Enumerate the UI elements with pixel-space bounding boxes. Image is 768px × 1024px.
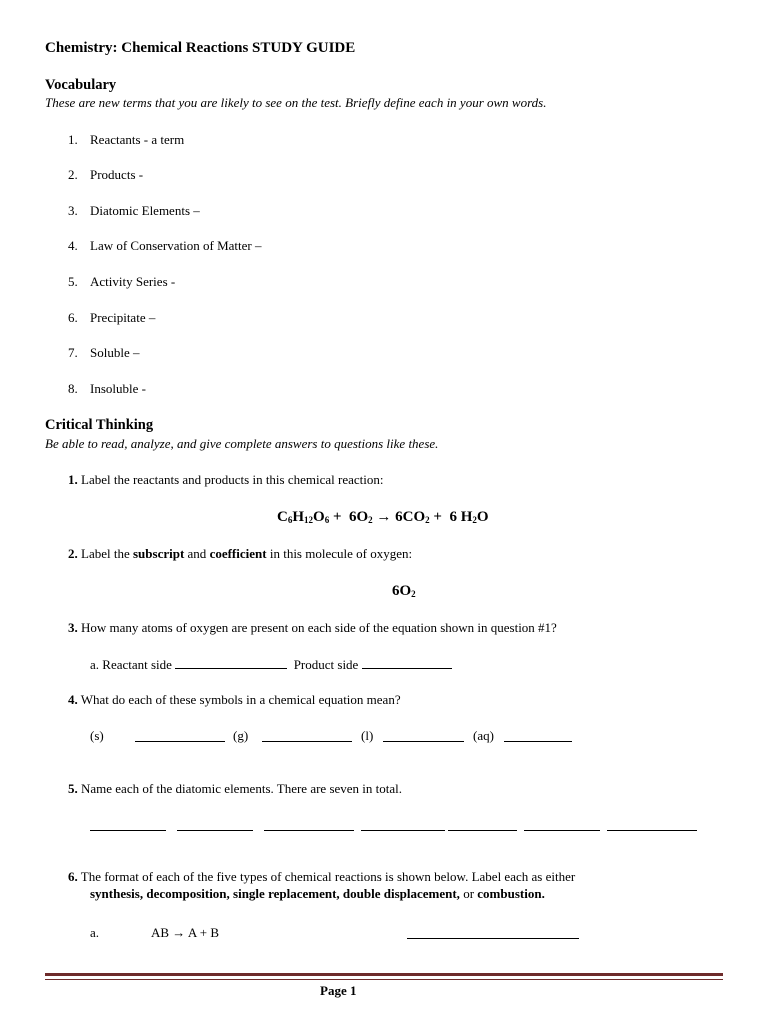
question-2: 2. Label the subscript and coefficient in this molecule of oxygen: (68, 546, 413, 561)
diatomic-blank-2[interactable] (177, 818, 253, 831)
symbol-aqueous-blank[interactable] (504, 729, 572, 742)
oxygen-molecule: $6O_2$ (392, 583, 416, 599)
question-6a-blank[interactable] (407, 926, 579, 939)
question-3: 3. How many atoms of oxygen are present on each side of the equation shown in question #1? (68, 620, 557, 635)
symbol-liquid: (l) (361, 728, 374, 743)
question-6a-label: a. (90, 925, 100, 940)
symbol-solid: (s) (90, 728, 104, 743)
symbol-gas-blank[interactable] (262, 729, 352, 742)
critical-thinking-intro: Be able to read, analyze, and give complete answers to questions like these. (45, 436, 439, 451)
list-item: 4. Law of Conservation of Matter – (68, 238, 262, 253)
list-item: 2. Products - (68, 167, 144, 182)
reactant-side-blank[interactable] (175, 656, 287, 669)
question-3a: a. Reactant side Product side (90, 656, 452, 673)
critical-thinking-heading: Critical Thinking (45, 417, 154, 433)
vocabulary-intro: These are new terms that you are likely to see on the test. Briefly define each in your own words. (45, 95, 547, 110)
list-item: 3. Diatomic Elements – (68, 203, 200, 218)
question-5: 5. Name each of the diatomic elements. There are seven in total. (68, 781, 403, 796)
list-item: 7. Soluble – (68, 345, 140, 360)
footer-rule-thin (45, 979, 723, 980)
diatomic-blank-1[interactable] (90, 818, 166, 831)
vocabulary-heading: Vocabulary (45, 77, 117, 93)
product-side-blank[interactable] (362, 656, 452, 669)
question-1: 1. Label the reactants and products in this chemical reaction: (68, 472, 384, 487)
question-4: 4. What do each of these symbols in a chemical equation mean? (68, 692, 401, 707)
reaction-types: synthesis, decomposition, single replacement, double displacement, or combustion. (90, 886, 545, 901)
diatomic-blank-5[interactable] (448, 818, 517, 831)
list-item: 1. Reactants - a term (68, 132, 185, 147)
question-6: 6. The format of each of the five types of chemical reactions is shown below. Label each as either (68, 869, 576, 884)
diatomic-blank-6[interactable] (524, 818, 600, 831)
chemical-equation: $C_6H_{12}O_6 + 6O_2 \to 6CO_2 + 6$ $H_2O$ (277, 509, 489, 525)
page-number: Page 1 (320, 983, 357, 998)
footer-rule (45, 973, 723, 976)
symbol-solid-blank[interactable] (135, 729, 225, 742)
list-item: 8. Insoluble - (68, 381, 146, 396)
list-item: 5. Activity Series - (68, 274, 176, 289)
question-6a-formula: AB → A + B (151, 925, 220, 940)
page-title: Chemistry: Chemical Reactions STUDY GUIDE (45, 40, 356, 56)
diatomic-blank-7[interactable] (607, 818, 697, 831)
diatomic-blank-4[interactable] (361, 818, 445, 831)
diatomic-blank-3[interactable] (264, 818, 354, 831)
symbol-gas: (g) (233, 728, 249, 743)
symbol-aqueous: (aq) (473, 728, 494, 743)
symbol-liquid-blank[interactable] (383, 729, 464, 742)
list-item: 6. Precipitate – (68, 310, 156, 325)
